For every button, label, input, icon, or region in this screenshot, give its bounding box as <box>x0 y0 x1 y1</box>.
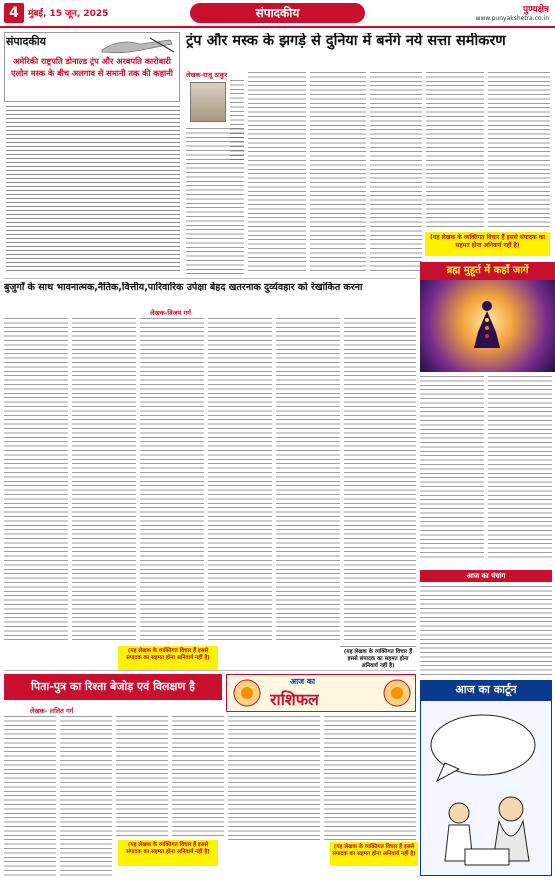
feature-disclaimer-2: (यह लेखक के व्यक्तिगत विचार हैं इससे संपादक का सहमत होना अनिवार्य नहीं है) <box>340 646 416 670</box>
main-disclaimer: (यह लेखक के व्यक्तिगत विचार हैं इससे संपादक का सहमत होना अनिवार्य नहीं है) <box>425 232 550 256</box>
rashifal-disclaimer: (यह लेखक के व्यक्तिगत विचार हैं इससे संपादक का सहमत होना अनिवार्य नहीं है) <box>330 842 418 866</box>
cartoon-drawing-icon <box>421 701 551 875</box>
main-author: लेखक-राजू ठाकुर <box>186 71 228 79</box>
divider <box>4 278 416 279</box>
feature-col-6 <box>344 318 416 642</box>
main-body-col-0 <box>186 128 244 274</box>
brand-url[interactable]: www.punyakshetra.co.in <box>475 15 549 22</box>
zodiac-wheel-icon <box>230 678 264 708</box>
father-col-1 <box>4 716 56 876</box>
father-col-3 <box>116 716 168 836</box>
rashifal-label-main: राशिफल <box>270 690 319 709</box>
feature-headline: बुजुर्गों के साथ भावनात्मक,नैतिक,वित्तीय,पारिवारिक उपेक्षा बेहद खतरनाक दुर्व्यवहार को रेखांकित करना <box>4 282 363 293</box>
panchang-text <box>420 586 552 676</box>
feature-col-4 <box>208 318 272 642</box>
writing-hand-icon <box>100 34 176 56</box>
feature-disclaimer: (यह लेखक के व्यक्तिगत विचार हैं इससे संपादक का सहमत होना अनिवार्य नहीं है) <box>118 646 218 670</box>
editorial-body-text <box>6 106 180 274</box>
feature-col-5 <box>276 318 340 642</box>
feature-col-3 <box>140 318 204 642</box>
main-headline: ट्रंप और मस्क के झगड़े से दुनिया में बनेंगे नये सत्ता समीकरण <box>186 33 506 49</box>
cartoon-panel <box>420 700 552 876</box>
cartoon-banner: आज का कार्टून <box>420 680 552 700</box>
main-body-col-4 <box>426 72 484 230</box>
rashifal-col-1 <box>228 716 320 842</box>
divider-2 <box>4 670 416 671</box>
author-photo <box>190 82 226 122</box>
feature-col-2 <box>72 318 136 642</box>
brahma-banner: ब्रह्म मुहूर्त में कहाँ जागें <box>420 262 555 280</box>
brand-name: पुण्यक्षेत्र <box>522 5 549 15</box>
rashifal-col-2 <box>324 716 416 840</box>
masthead-brand <box>476 2 549 22</box>
panchang-band: आज का पंचांग <box>420 570 552 582</box>
meditation-figure-icon <box>472 298 502 358</box>
dateline: मुंबई, 15 जून, 2025 <box>28 9 109 19</box>
father-col-4 <box>172 716 224 836</box>
brahma-body-col-1 <box>420 376 484 560</box>
page-number: 4 <box>4 3 24 23</box>
section-title: संपादकीय <box>190 3 365 23</box>
zodiac-wheel-icon-right <box>380 678 414 708</box>
editorial-title: अमेरिकी राष्ट्रपति डोनाल्ड ट्रंप और अरबपति कारोबारी एलोन मस्क के बीच अलगाव से समानी तक की कहानी <box>11 56 173 78</box>
feature-author: लेखक-विजय गर्ग <box>150 309 191 317</box>
main-body-col-1 <box>248 72 306 274</box>
main-body-col-3 <box>370 72 422 274</box>
father-son-headline: पिता-पुत्र का रिश्ता बेजोड़ एवं विलक्षण है <box>4 674 222 700</box>
rashifal-label-top: आज का <box>290 677 316 686</box>
father-son-author: लेखक- ललित गर्ग <box>30 707 74 715</box>
brahma-body-col-2 <box>488 376 552 560</box>
father-disclaimer: (यह लेखक के व्यक्तिगत विचार हैं इससे संपादक का सहमत होना अनिवार्य नहीं है) <box>118 840 218 866</box>
feature-col-1 <box>4 318 68 642</box>
editorial-label: संपादकीय <box>6 35 47 48</box>
main-body-col-2 <box>310 72 366 274</box>
father-col-2 <box>60 716 112 876</box>
main-body-col-5 <box>488 72 550 230</box>
